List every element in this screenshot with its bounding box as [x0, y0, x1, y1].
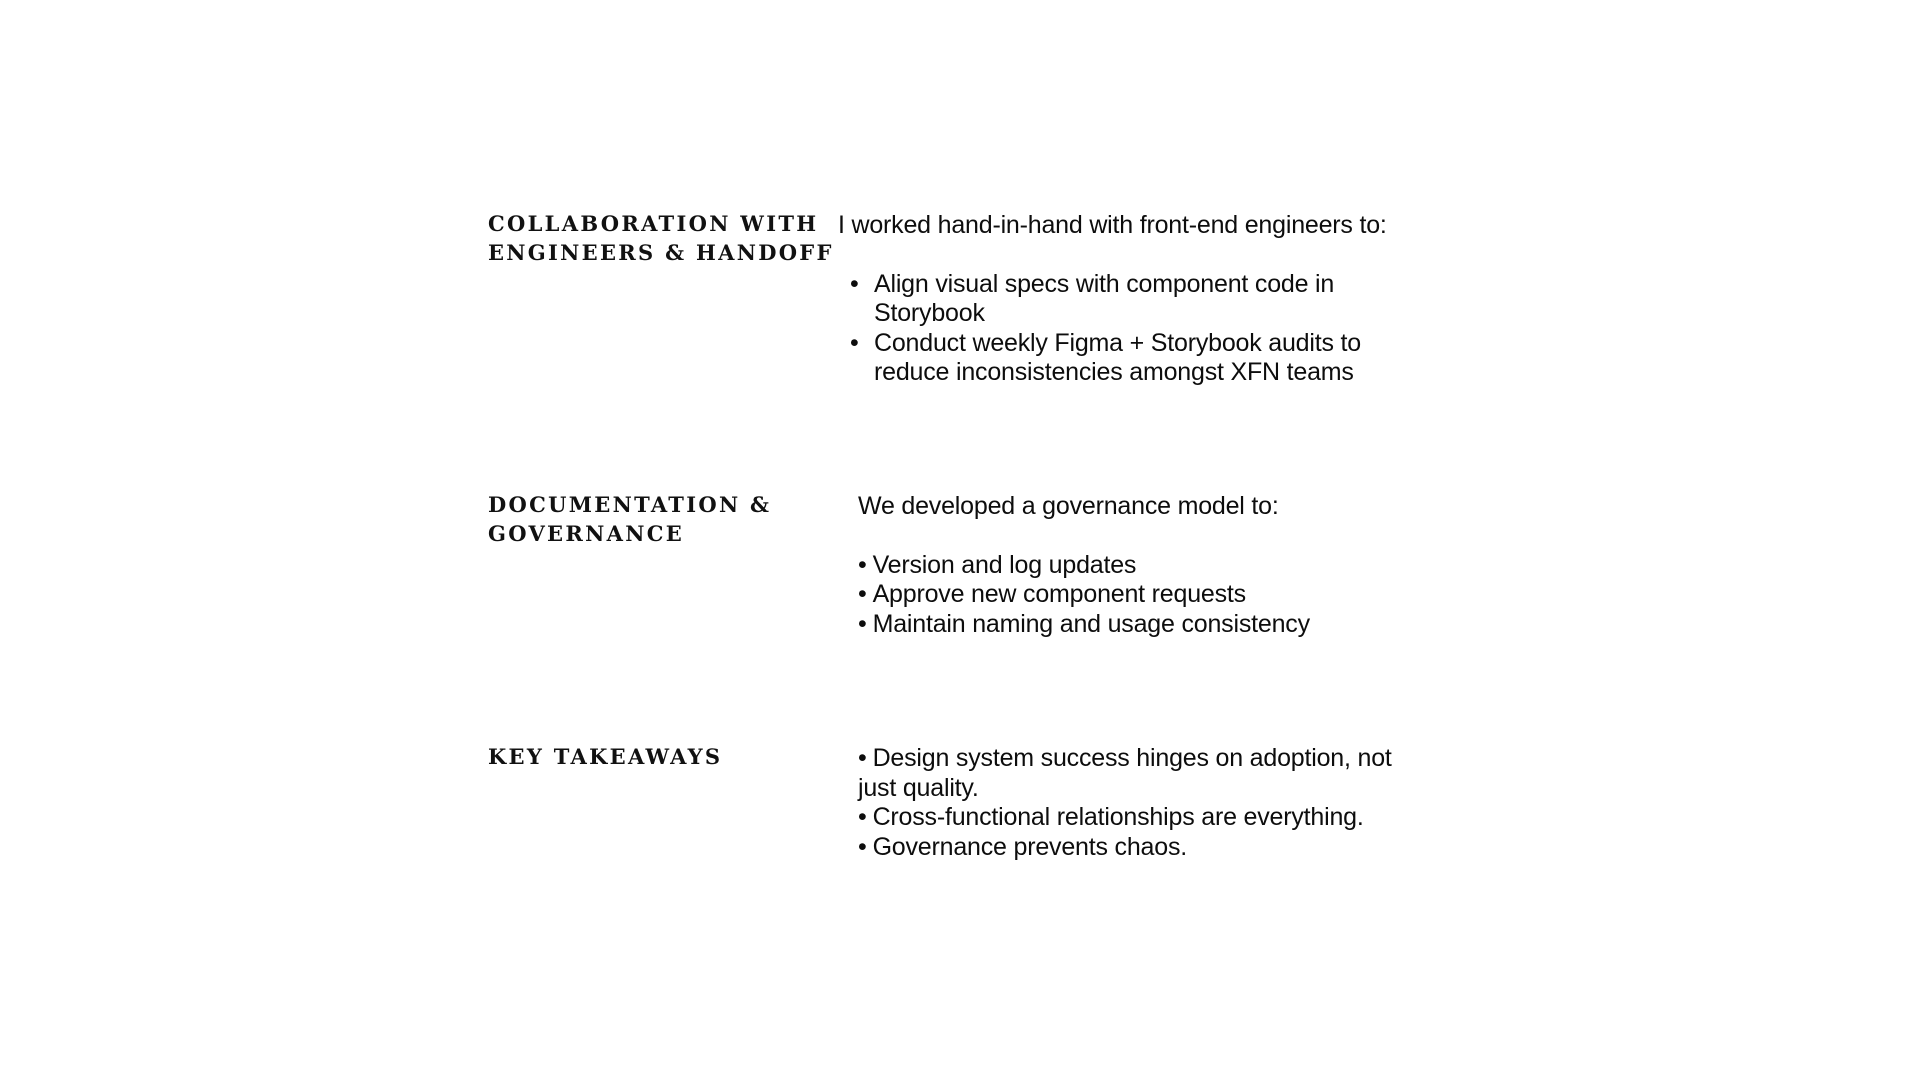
list-item-text-line: reduce inconsistencies amongst XFN teams — [874, 358, 1354, 386]
list-item-text-line: Align visual specs with component code in — [874, 269, 1335, 298]
bullet-icon: • — [858, 744, 867, 772]
heading-line: DOCUMENTATION & — [488, 492, 772, 517]
bullet-list — [838, 270, 1387, 388]
list-item — [858, 833, 1392, 863]
bullet-icon: • — [850, 269, 859, 298]
bullet-icon: • — [850, 328, 859, 357]
section-heading-documentation — [488, 490, 771, 548]
list-item-text: Approve new component requests — [872, 580, 1246, 608]
section-body-key-takeaways — [858, 744, 1392, 862]
bullet-icon: • — [858, 803, 867, 831]
list-item — [858, 551, 1310, 581]
section-intro: I worked hand-in-hand with front-end engineers to: — [838, 211, 1387, 239]
section-body-collaboration — [838, 211, 1387, 388]
list-item-text: Governance prevents chaos. — [872, 832, 1187, 861]
list-item-text: Version and log updates — [872, 550, 1137, 579]
list-item — [858, 744, 1392, 803]
list-item-text-line: Conduct weekly Figma + Storybook audits to — [874, 328, 1361, 357]
list-item — [858, 580, 1310, 610]
list-item-text-line: Design system success hinges on adoption, not — [872, 744, 1392, 772]
list-item-text-line: just quality. — [858, 773, 979, 802]
section-intro: We developed a governance model to: — [858, 492, 1279, 520]
list-item-text: Maintain naming and usage consistency — [872, 609, 1310, 638]
bullet-icon: • — [858, 550, 867, 579]
bullet-list — [858, 744, 1392, 862]
list-item-text-line: Storybook — [874, 299, 985, 327]
bullet-icon: • — [858, 832, 867, 861]
heading-line: ENGINEERS & HANDOFF — [488, 240, 834, 265]
bullet-list — [858, 551, 1310, 640]
section-heading-key-takeaways — [488, 742, 722, 771]
section-body-documentation — [858, 492, 1310, 639]
bullet-icon: • — [858, 609, 867, 638]
section-heading-collaboration — [488, 209, 834, 267]
list-item — [838, 329, 1387, 388]
list-item — [838, 270, 1387, 329]
list-item — [858, 610, 1310, 640]
list-item — [858, 803, 1392, 833]
heading-line: GOVERNANCE — [488, 521, 685, 546]
heading-line: KEY TAKEAWAYS — [488, 744, 723, 769]
list-item-text: Cross-functional relationships are everything. — [872, 803, 1364, 831]
heading-line: COLLABORATION WITH — [488, 211, 819, 236]
bullet-icon: • — [858, 580, 867, 608]
